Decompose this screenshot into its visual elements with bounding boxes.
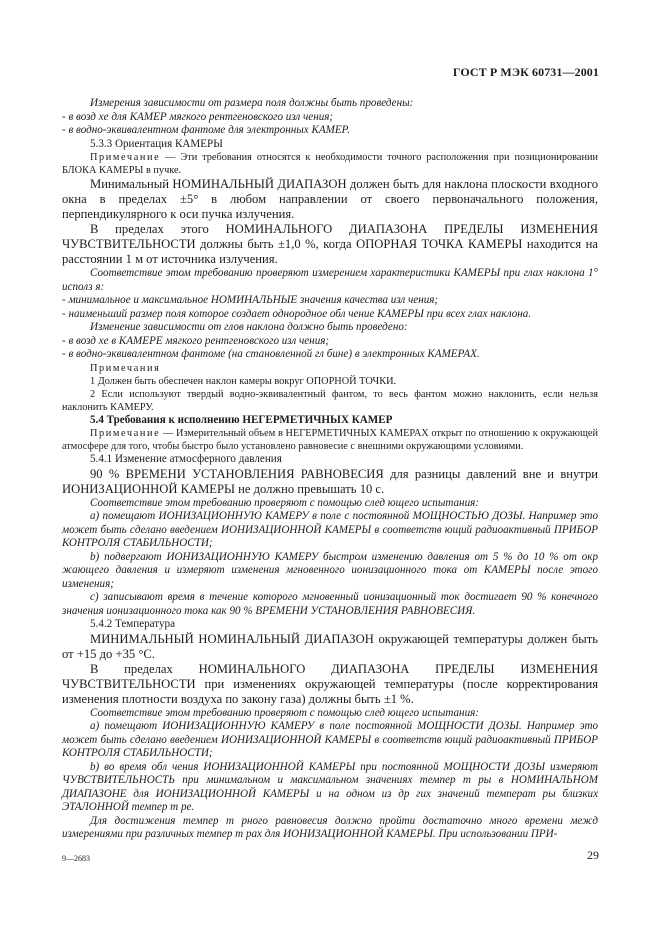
- paragraph: а) помещают ИОНИЗАЦИОННУЮ КАМЕРУ в поле постоянной МОЩНОСТИ ДОЗЫ. Например это может быть сделано введением ИОНИЗАЦИОННОЙ КАМЕРЫ в соответств ющий радиоактивный ПРИБОР КОНТРОЛЯ СТАБИЛЬНОСТИ;: [62, 720, 598, 759]
- paragraph: 5.4.2 Температура: [90, 618, 176, 630]
- paragraph: Изменение зависимости от глов наклона должно быть проведено:: [90, 321, 408, 333]
- paragraph: 90 % ВРЕМЕНИ УСТАНОВЛЕНИЯ РАВНОВЕСИЯ для разницы давлений вне и внутри ИОНИЗАЦИОННОЙ КАМЕРЫ не должно превышать 10 с.: [62, 466, 598, 496]
- paragraph: 1 Должен быть обеспечен наклон камеры вокруг ОПОРНОЙ ТОЧКИ.: [90, 375, 397, 387]
- note-text: — Эти требования относятся к необходимости точного расположения при позиционировании БЛОКА КАМЕРЫ в пучке.: [62, 152, 598, 176]
- paragraph: 5.3.3 Ориентация КАМЕРЫ: [90, 137, 223, 150]
- note-label: Примечание: [90, 428, 161, 439]
- paragraph: c) записывают время в течение которого мгновенный ионизационный ток достигает 90 % конечного значения ионизационного тока как 90 % ВРЕМЕНИ УСТАНОВЛЕНИЯ РАВНОВЕСИЯ.: [62, 591, 598, 617]
- note-text: — Измерительный объем в НЕГЕРМЕТИЧНЫХ КАМЕРАХ открыт по отношению к окружающей атмосфере для того, чтобы быстро было установлено равновесие с внешними окружающими условиями.: [62, 428, 598, 452]
- paragraph: а) помещают ИОНИЗАЦИОННУЮ КАМЕРУ в поле с постоянной МОЩНОСТЬЮ ДОЗЫ. Например это может быть сделано введением ИОНИЗАЦИОННОЙ КАМЕРЫ в соответств ющий радиоактивный ПРИБОР КОНТРОЛЯ СТАБИЛЬНОСТИ;: [62, 510, 598, 549]
- paragraph: [62, 427, 598, 453]
- paragraph: 2 Если используют твердый водно-эквивалентный фантом, то весь фантом можно наклонить, если нельзя наклонить КАМЕРУ.: [62, 388, 598, 413]
- paragraph: Примечания: [90, 362, 161, 374]
- paragraph: Для достижения темпер т рного равновесия должно пройти достаточно много времени межд измерениями при различных темпер т рах для ИОНИЗАЦИОННОЙ КАМЕРЫ. При использовании ПРИ-: [62, 814, 598, 840]
- paragraph: - в возд хе для КАМЕР мягкого рентгеновского изл чения;: [62, 110, 334, 123]
- paragraph: - в водно-эквивалентном фантоме (на становленной гл бине) в электронных КАМЕРАХ.: [62, 348, 480, 360]
- paragraph: - наименьший размер поля которое создает однородное обл чение КАМЕРЫ при всех глах наклона.: [62, 307, 532, 320]
- paragraph: Соответствие этом требованию проверяют измерением характеристики КАМЕРЫ при глах наклона 1° исполз я:: [62, 267, 598, 293]
- paragraph: Соответствие этом требованию проверяют с помощью след ющего испытания:: [90, 496, 479, 509]
- paragraph: - в возд хе в КАМЕРЕ мягкого рентгеновского изл чения;: [62, 334, 330, 347]
- paragraph: Соответствие этом требованию проверяют с помощью след ющего испытания:: [90, 706, 479, 719]
- paragraph: b) во время обл чения ИОНИЗАЦИОННОЙ КАМЕРЫ при постоянной МОЩНОСТИ ДОЗЫ измеряют ЧУВСТВИТЕЛЬНОСТЬ при минимальном и максимальном значениях темпер т ры в НОМИНАЛЬНОМ ДИАПАЗОНЕ для ИОНИЗАЦИОННОЙ КАМЕРЫ и на одном из др гих значений температ ры близких ЭТАЛОННОЙ темпер т ре.: [62, 760, 598, 813]
- paragraph: [62, 151, 598, 177]
- document-header: ГОСТ Р МЭК 60731—2001: [452, 65, 599, 79]
- page-number: 29: [587, 848, 599, 862]
- paragraph: Измерения зависимости от размера поля должны быть проведены:: [90, 97, 414, 109]
- paragraph: b) подвергают ИОНИЗАЦИОННУЮ КАМЕРУ быстром изменению давления от 5 % до 10 % от окр жающего давления и измеряют изменения мгновенного ионизационного тока от КАМЕРЫ после этого изменения;: [62, 550, 598, 590]
- paragraph: Минимальный НОМИНАЛЬНЫЙ ДИАПАЗОН должен быть для наклона плоскости входного окна в пределах ±5° в любом направлении от своего первоначального положения, перпендикулярного к оси пучка излучения.: [62, 177, 598, 221]
- paragraph: - в водно-эквивалентном фантоме для электронных КАМЕР.: [62, 124, 351, 136]
- paragraph: В пределах этого НОМИНАЛЬНОГО ДИАПАЗОНА ПРЕДЕЛЫ ИЗМЕНЕНИЯ ЧУВСТВИТЕЛЬНОСТИ должны быть ±1,0 %, когда ОПОРНАЯ ТОЧКА КАМЕРЫ находится на расстоянии 1 м от источника излучения.: [62, 222, 598, 266]
- paragraph: 5.4.1 Изменение атмосферного давления: [90, 453, 282, 465]
- paragraph: 5.4 Требования к исполнению НЕГЕРМЕТИЧНЫХ КАМЕР: [90, 413, 393, 426]
- paragraph: В пределах НОМИНАЛЬНОГО ДИАПАЗОНА ПРЕДЕЛЫ ИЗМЕНЕНИЯ ЧУВСТВИТЕЛЬНОСТИ при изменениях окружающей температуры (после корректирования изменения плотности воздуха по закону газа) должны быть ±1 %.: [62, 661, 598, 706]
- paragraph: МИНИМАЛЬНЫЙ НОМИНАЛЬНЫЙ ДИАПАЗОН окружающей температуры должен быть от +15 до +35 °С.: [62, 631, 598, 661]
- paragraph: - минимальное и максимальное НОМИНАЛЬНЫЕ значения качества изл чения;: [62, 294, 439, 306]
- print-code: 9—2683: [62, 854, 90, 863]
- note-label: Примечание: [90, 152, 161, 163]
- document-body: [62, 97, 598, 842]
